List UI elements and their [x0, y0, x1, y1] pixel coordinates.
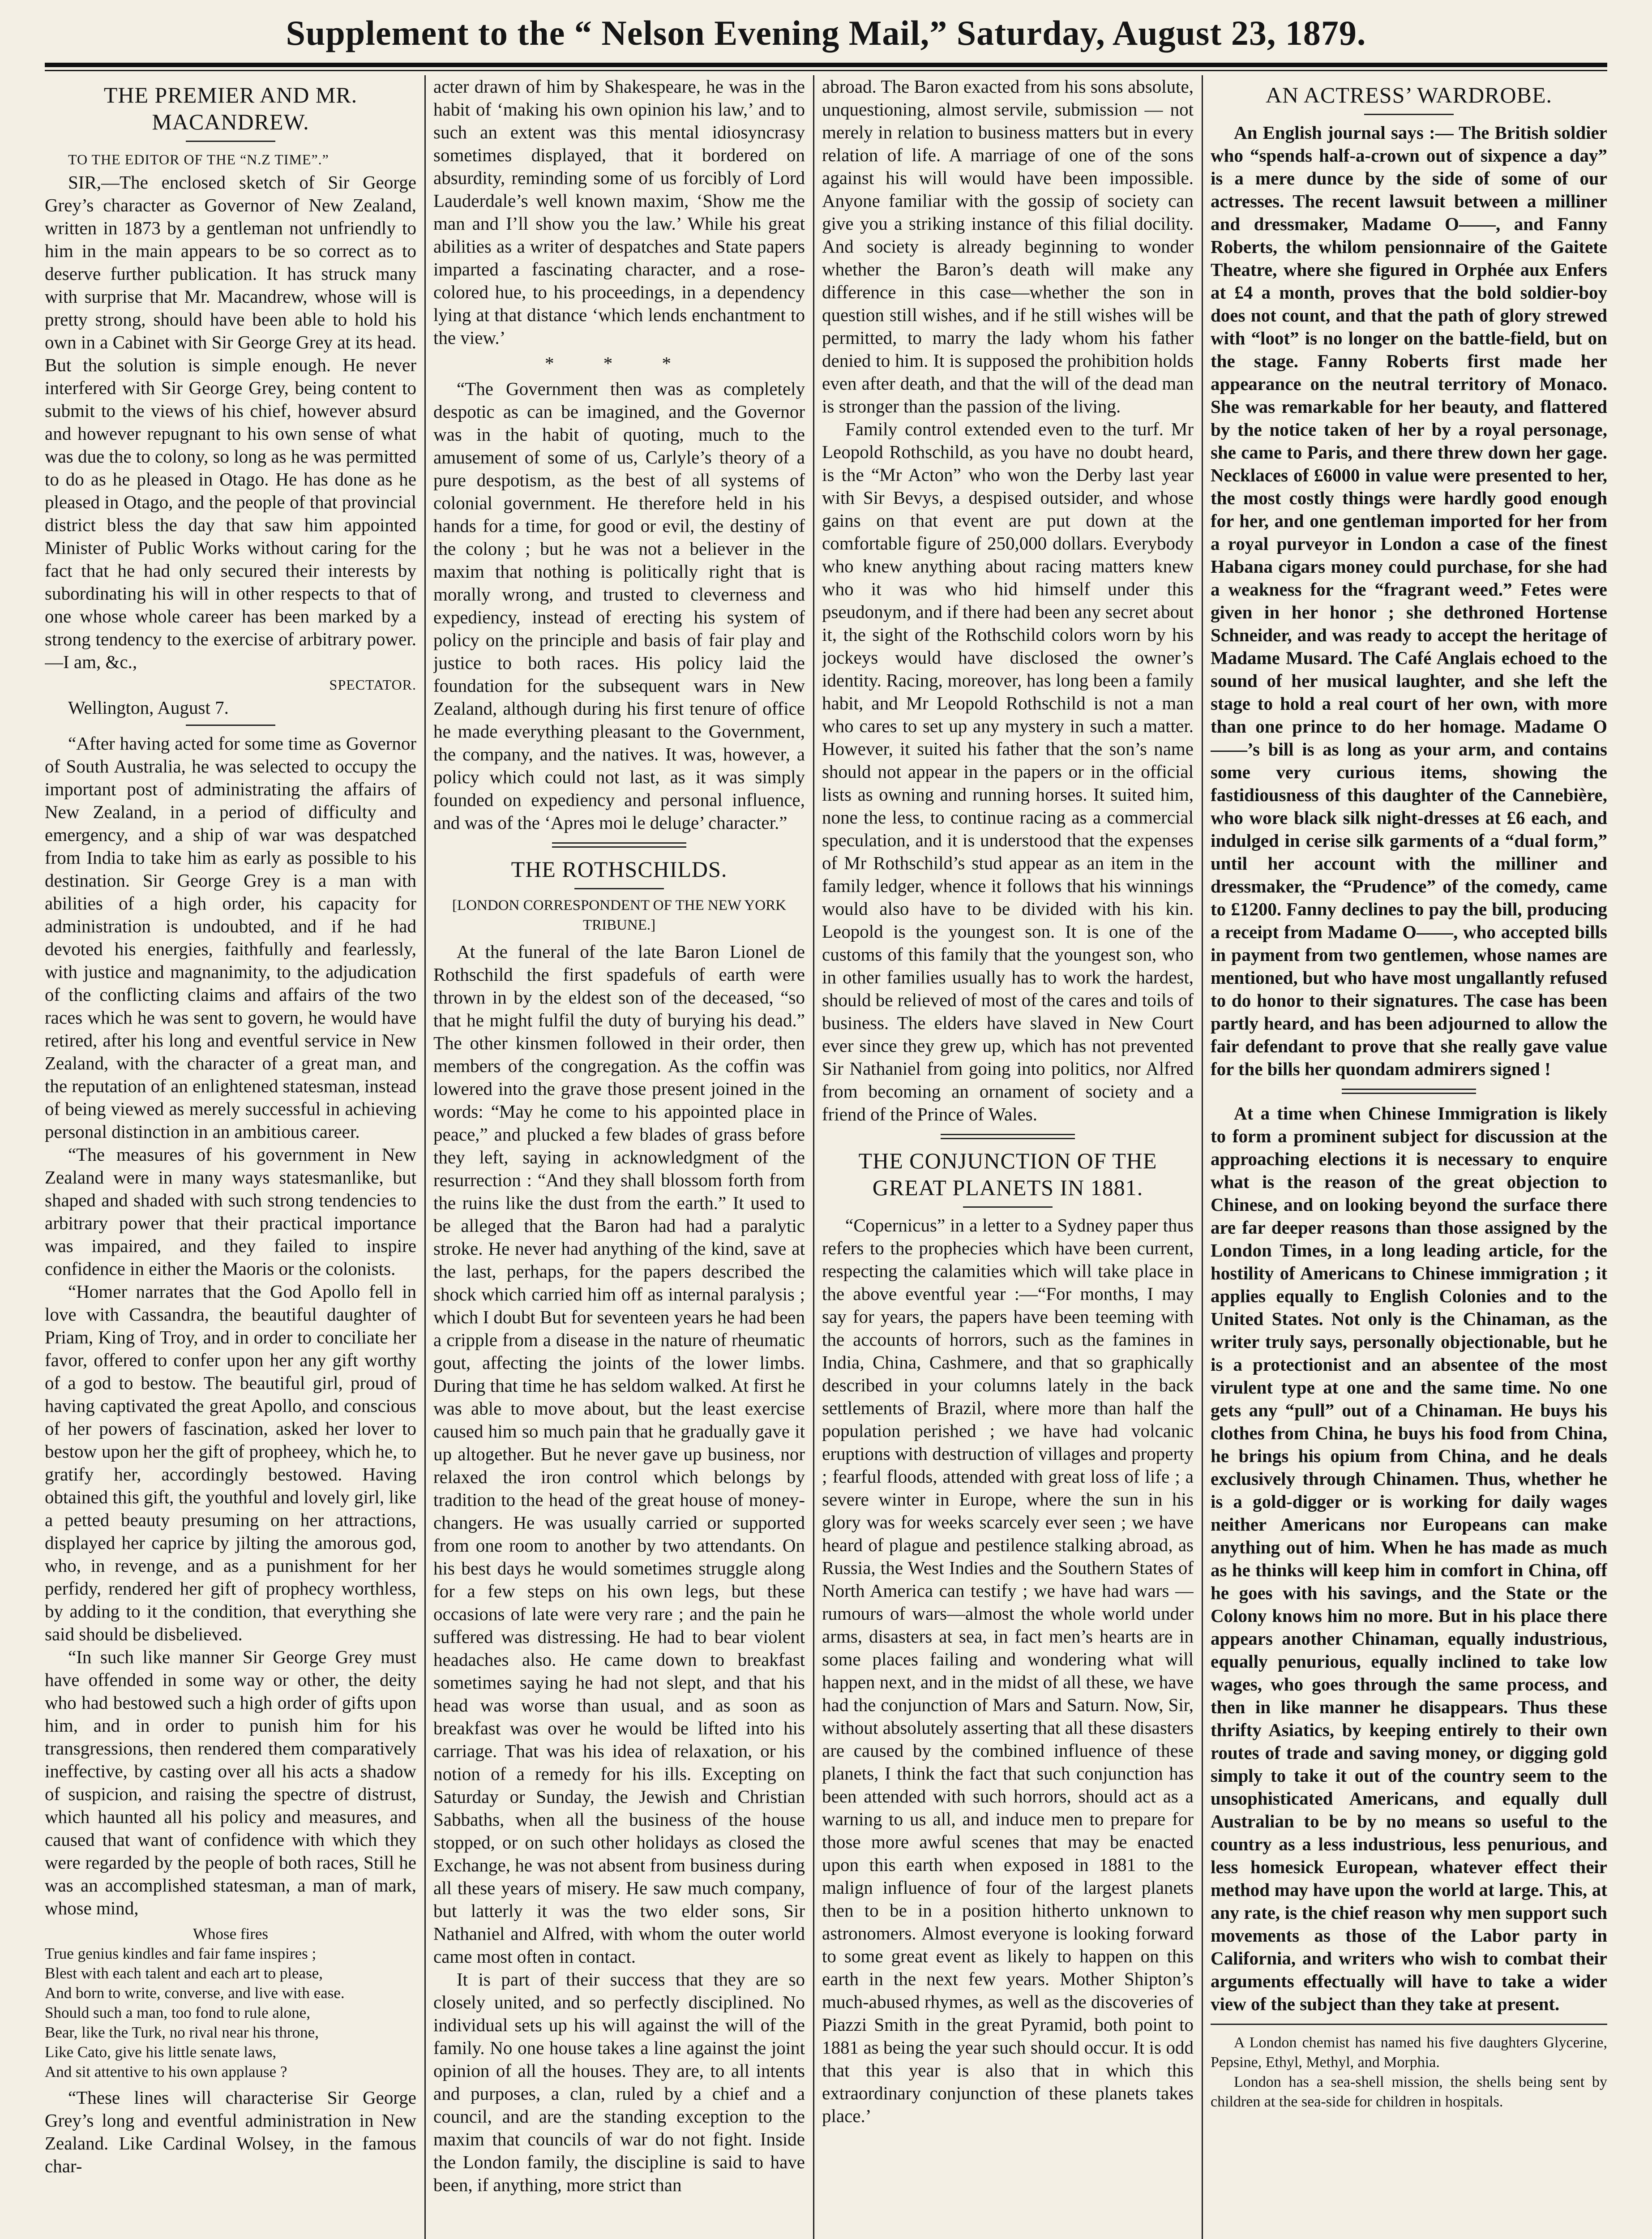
column-divider: [424, 75, 426, 2239]
title-rule: [1364, 114, 1454, 115]
poem-quote: [45, 1924, 416, 2082]
letter-signature: SPECTATOR.: [329, 677, 416, 693]
article-paragraph: It is part of their success that they are so closely united, and so perfectly disciplined. No individual sets up his will against the will of the family. No one house takes a line against the joint opinion of all the houses. They are, to all intents and purposes, a clan, ruled by a chief and a council, and are the standing exception to the maxim that councils of war do not fight. Inside the London family, the discipline is said to have been, if anything, more strict than: [433, 1969, 805, 2195]
poem-line: Like Cato, give his little senate laws,: [45, 2043, 277, 2061]
article-title-rothschilds: THE ROTHSCHILDS.: [511, 857, 728, 882]
article-paragraph: At a time when Chinese Immigration is likely to form a prominent subject for discussion at the approaching elections it is necessary to enquire what is the reason of the great objection to Chinese, and on looking beyond the surface there are far deeper reasons than those assigned by the London Times, in a long leading article, for the hostility of Americans to Chinese immigration ; it applies equally to English Colonies and to the United States. Not only is the Chinaman, as the writer truly says, personally objectionable, but he is a protectionist and an absentee of the most virulent type at one and the same time. No one gets any “pull” out of a Chinaman. He buys his clothes from China, he buys his food from China, he brings his opium from China, and he deals exclusively through Chinamen. Thus, whether he is a gold-digger or is working for daily wages neither Americans nor Europeans can make anything out of him. When he has made as much as he thinks will keep him in comfort in China, off he goes with his savings, and the State or the Colony knows him no more. But in his place there appears another Chinaman, equally industrious, equally penurious, equally inclined to take low wages, who goes through the same process, and then in like manner he disappears. Thus these thrifty Asiatics, by keeping entirely to their own routes of trade and saving money, or digging gold simply to take it out of the country seem to the unsophisticated Americans, and equally dull Australian to be by no means so useful to the country as a less industrious, less penurious, and less homesick European, whatever effect their method may have upon the world at large. This, at any rate, is the chief reason why men support such movements as those of the Labor party in California, and writers who wish to combat their arguments effectually will have to take a wider view of the subject than they take at present.: [1211, 1103, 1607, 2014]
article-paragraph: Family control extended even to the turf. Mr Leopold Rothschild, as you have no doubt heard, is the “Mr Acton” who won the Derby last year with Sir Bevys, a despised outsider, and whose gains on that event are put down at the comfortable figure of 250,000 dollars. Everybody who knew anything about racing matters knew who it was who hid himself under this pseudonym, and if there had been any secret about it, the sight of the Rothschild colors worn by his jockeys would have disclosed the owner’s identity. Racing, moreover, has long been a family habit, and Mr Leopold Rothschild is not a man who cares to set up any mystery in such a matter. However, it suited his father that the son’s name should not appear in the papers or in the official lists as owning and running horses. It suited him, none the less, to continue racing as a commercial speculation, and it is understood that the expenses of Mr Rothschild’s stud appear as an item in the family ledger, whence it follows that his winnings would also have to be divided with his kin. Leopold is the youngest son. It is one of the customs of this family that the youngest son, who in other families usually has to work the hardest, should be relieved of most of the cares and toils of business. The elders have slaved in New Court ever since they grew up, which has not prevented Sir Nathaniel from going into politics, nor Alfred from becoming an ornament of society and a friend of the Prince of Wales.: [822, 419, 1194, 1124]
article-paragraph: At the funeral of the late Baron Lionel de Rothschild the first spadefuls of earth were thrown in by the eldest son of the deceased, “so that he might fulfil the duty of burying his dead.” The other kinsmen followed in their order, then members of the congregation. As the coffin was lowered into the grave those present joined in the words: “May he come to his appointed place in peace,” and plucked a few blades of grass before they left, saying in acknowledgment of the resurrection : “And they shall blossom forth from the ruins like the dust from the earth.” It used to be alleged that the Baron had had a paralytic stroke. He never had anything of the kind, save at the last, perhaps, for the papers described the shock which carried him off as internal paralysis ; which I doubt But for seventeen years he had been a cripple from a disease in the nature of rheumatic gout, affecting the joints of the lower limbs. During that time he has seldom walked. At first he was able to move about, but the least exercise caused him so much pain that he gradually gave it up altogether. But he never gave up business, nor relaxed the iron control which belongs by tradition to the head of the great house of money-changers. He was usually carried or supported from one room to another by two attendants. On his best days he would sometimes struggle along for a few steps on his own legs, but these occasions of late were very rare ; and the pain he suffered was distressing. He had to bear violent headaches also. He came down to breakfast sometimes saying he had not slept, and that his head was worse than usual, and as soon as breakfast was over he would be lifted into his carriage. That was his idea of relaxation, or his notion of a remedy for his ills. Excepting on Saturday or Sunday, the Jewish and Christian Sabbaths, when all the business of the house stopped, or on such other holidays as closed the Exchange, he was not absent from business during all these years of misery. He saw much company, but latterly it was the two elder sons, Sir Nathaniel and Alfred, with whom the outer world came most often in contact.: [433, 941, 805, 1967]
article-paragraph: “The measures of his government in New Zealand were in many ways statesmanlike, but shaped and shaded with such strong tendencies to arbitrary power that their practical importance was impaired, and they failed to inspire confidence in either the Maoris or the colonists.: [45, 1144, 416, 1279]
poem-line: Whose fires: [193, 1925, 269, 1943]
editor-line: TO THE EDITOR OF THE “N.Z TIME”.”: [68, 151, 329, 167]
poem-line: True genius kindles and fair fame inspires ;: [45, 1945, 317, 1962]
letter-place-date: Wellington, August 7.: [68, 697, 229, 718]
section-rule: [1342, 1089, 1476, 1094]
column-3: [822, 75, 1194, 2239]
article-paragraph: “These lines will characterise Sir George Grey’s long and eventful administration in New Zealand. Like Cardinal Wolsey, in the famous char-: [45, 2087, 416, 2176]
article-paragraph: An English journal says :— The British soldier who “spends half-a-crown out of sixpence a day” is a mere dunce by the side of some of our actresses. The recent lawsuit between a milliner and dressmaker, Madame O——, and Fanny Roberts, the whilom pensionnaire of the Gaitete Theatre, where she figured in Orphée aux Enfers at £4 a month, proves that the bold soldier-boy does not count, and that the path of glory strewed with “loot” is no longer on the battle-field, but on the stage. Fanny Roberts first made her appearance on the neutral territory of Monaco. She was remarkable for her beauty, and flattered by the notice taken of her by a royal personage, she came to Paris, and there threw down her gage. Necklaces of £6000 in value were presented to her, the most costly things were hardly good enough for her, and one gentleman imported for her from a royal purveyor in London a case of the finest Habana cigars money could purchase, for she had a weakness for the “fragrant weed.” Fetes were given in her honor ; she dethroned Hortense Schneider, and was ready to accept the heritage of Madame Musard. The Café Anglais echoed to the sound of her musical laughter, and she left the stage to hold a real court of her own, with more than one prince to do her homage. Madame O——’s bill is as long as your arm, and contains some very curious items, showing the fastidiousness of this daughter of the Cannebière, who wore black silk night-dresses at £6 each, and indulged in cerise silk garments of a “dual form,” until her account with the milliner and dressmaker, the “Prudence” of the comedy, came to £1200. Fanny declines to pay the bill, producing a receipt from Madame O——, who accepted bills in payment from two gentlemen, whose names are mentioned, but who have most ungallantly refused to do honor to their signatures. The case has been partly heard, and has been adjourned to allow the fair defendant to prove that she really gave value for the bills her quondam admirers signed !: [1211, 122, 1607, 1079]
masthead-rule-thin: [45, 70, 1607, 71]
column-4: [1211, 75, 1607, 2239]
article-title-premier: THE PREMIER AND MR. MACANDREW.: [103, 82, 358, 134]
title-rule: [186, 141, 275, 142]
poem-line: Blest with each talent and each art to please,: [45, 1964, 323, 1982]
article-paragraph: “Copernicus” in a letter to a Sydney paper thus refers to the prophecies which have been current, respecting the calamities which will take place in the above eventful year :—“For months, I may say for years, the papers have been teeming with the accounts of horrors, such as the famines in India, China, Cashmere, and that so graphically described in your columns lately in the back settlements of Brazil, where more than half the population perished ; we have had volcanic eruptions with destruction of villages and property ; fearful floods, attended with great loss of life ; a severe winter in Europe, where the sun in his glory was for weeks scarcely ever seen ; we have heard of plague and pestilence stalking abroad, as Russia, the West Indies and the Southern States of North America can testify ; we have had wars —rumours of wars—almost the whole world under arms, disasters at sea, in fact men’s hearts are in some places failing and wondering what will happen next, and in the midst of all these, we have had the conjunction of Mars and Saturn. Now, Sir, without absolutely asserting that all these disasters are caused by the combined influence of these planets, I think the fact that such conjunction has been attended with such horrors, should act as a warning to us all, and induce men to prepare for those more awful scenes that may be enacted upon this earth when exposed in 1881 to the malign influence of four of the largest planets then to be in a position hitherto unknown to astronomers. Almost everyone is looking forward to some great event as likely to happen on this earth in the next few years. Mother Shipton’s much-abused rhymes, as well as the discoveries of Piazzi Smith in the great Pyramid, both point to 1881 as being the year such should occur. It is odd that this year is also that in which this extraordinary conjunction of these planets takes place.’: [822, 1215, 1194, 2126]
article-title-wardrobe: AN ACTRESS’ WARDROBE.: [1265, 82, 1553, 107]
section-rule: [941, 1134, 1075, 1139]
poem-line: Should such a man, too fond to rule alone,: [45, 2004, 310, 2021]
masthead-rule: [45, 63, 1607, 67]
article-paragraph: “In such like manner Sir George Grey must have offended in some way or other, the deity who had bestowed such a high order of gifts upon him, and in order to punish him for his transgressions, then rendered them comparatively ineffective, by casting over all his acts a shadow of suspicion, and raising the spectre of distrust, which haunted all his policy and measures, and caused that want of confidence with which they were regarded by the people of both races, Still he was an accomplished statesman, a man of mark, whose mind,: [45, 1647, 416, 1918]
article-paragraph: abroad. The Baron exacted from his sons absolute, unquestioning, almost servile, submission — not merely in relation to business matters but in every relation of life. A marriage of one of the sons against his will would have been impossible. Anyone familiar with the gossip of society can give you a striking instance of this filial docility. And society is already beginning to wonder whether the Baron’s death will make any difference in this case—whether the son in question still wishes, and if he still wishes will be permitted, to marry the lady whom his father denied to him. It is supposed the prohibition holds even after death, and that the will of the dead man is stronger than the passion of the living.: [822, 76, 1194, 416]
poem-line: Bear, like the Turk, no rival near his throne,: [45, 2024, 319, 2041]
article-paragraph: “After having acted for some time as Governor of South Australia, he was selected to occupy the important post of administrating the affairs of New Zealand, in a period of difficulty and emergency, and a ship of war was despatched from India to take him as early as possible to his destination. Sir George Grey is a man with abilities of a high order, his capacity for administration is undoubted, and if he had devoted his energies, faithfully and fearlessly, with justice and magnanimity, to the adjudication of the conflicting claims and affairs of the two races which he was sent to govern, he would have retired, after his long and eventful service in New Zealand, with the character of a great man, and the reputation of an enlightened statesman, instead of being viewed as merely successful in achieving personal distinction in an ambitious career.: [45, 733, 416, 1142]
title-rule: [963, 1206, 1053, 1208]
column-1: [45, 75, 416, 2239]
column-2: [433, 75, 805, 2239]
letter-paragraph: SIR,—The enclosed sketch of Sir George Grey’s character as Governor of New Zealand, written in 1873 by a gentleman not unfriendly to him in the main appears to be so correct as to deserve further publication. It has struck many with surprise that Mr. Macandrew, whose will is pretty strong, should have been able to hold his own in a Cabinet with Sir George Grey at its head. But the solution is simple enough. He never interfered with Sir George Grey, being content to submit to the views of his chief, however absurd and however repugnant to his own sense of what was due the to colony, so long as he was permitted to do as he pleased in Otago. He has done as he pleased in Otago, and the people of that provincial district bless the day that saw him appointed Minister of Public Works without caring for the fact that he had only secured their interests by subordinating his will in other respects to that of one whose whole career has been marked by a strong tendency to the exercise of arbitrary power.—I am, &c.,: [45, 172, 416, 672]
article-title-planets: THE CONJUNCTION OF THE GREAT PLANETS IN 1881.: [858, 1148, 1157, 1200]
masthead: Supplement to the “ Nelson Evening Mail,” Saturday, August 23, 1879.: [286, 13, 1366, 52]
news-note: A London chemist has named his five daughters Glycerine, Pepsine, Ethyl, Methyl, and Morphia.: [1211, 2034, 1607, 2071]
article-paragraph: “Homer narrates that the God Apollo fell in love with Cassandra, the beautiful daughter of Priam, King of Troy, and in order to conciliate her favor, offered to confer upon her any gift worthy of a god to bestow. The beautiful girl, proud of having captivated the great Apollo, and conscious of her powers of fascination, asked her lover to bestow upon her the gift of propheey, which he, to gratify her, accordingly bestowed. Having obtained this gift, the youthful and lovely girl, like a petted beauty presuming on her attractions, displayed her caprice by jilting the amorous god, who, in revenge, and as a punishment for her perfidy, rendered her gift of prophecy worthless, by adding to it the condition, that everything she said should be disbelieved.: [45, 1281, 416, 1644]
article-paragraph: acter drawn of him by Shakespeare, he was in the habit of ‘making his own opinion his law,’ and to such an extent was this mental idiosyncrasy sometimes displayed, that it bordered on absurdity, reminding some of us forcibly of Lord Lauderdale’s well known maxim, ‘Show me the man and I’ll show you the law.’ While his great abilities as a writer of despatches and State papers imparted a fascinating character, and a rose-colored hue, to his proceedings, in a dependency lying at that distance ‘which lends enchantment to the view.’: [433, 76, 805, 348]
section-stars: * * *: [545, 353, 693, 373]
poem-line: And sit attentive to his own applause ?: [45, 2063, 287, 2080]
column-divider: [1202, 75, 1203, 2239]
section-rule: [186, 725, 275, 726]
section-rule: [1211, 2024, 1607, 2025]
column-divider: [813, 75, 814, 2239]
article-paragraph: “The Government then was as completely despotic as can be imagined, and the Governor was in the habit of quoting, much to the amusement of some of us, Carlyle’s theory of a pure despotism, as the best of all systems of colonial government. He therefore held in his hands for a time, for good or evil, the destiny of the colony ; but he was not a believer in the maxim that nothing is politically right that is morally wrong, and trusted to cleverness and expediency, instead of erecting his system of policy on the principle and basis of fair play and justice to both races. His policy laid the foundation for the subsequent wars in New Zealand, although during his first tenure of office he made everything pleasant to the Government, the company, and the natives. It was, however, a policy which could not last, as it was simply founded on expediency and personal influence, and was of the ‘Apres moi le deluge’ character.”: [433, 378, 805, 833]
section-rule: [552, 842, 686, 848]
poem-line: And born to write, converse, and live with ease.: [45, 1984, 345, 2002]
source-line: [LONDON CORRESPONDENT OF THE NEW YORK TRIBUNE.]: [452, 897, 786, 933]
title-rule: [574, 888, 664, 889]
news-note: London has a sea-shell mission, the shells being sent by children at the sea-side for children in hospitals.: [1211, 2074, 1607, 2110]
